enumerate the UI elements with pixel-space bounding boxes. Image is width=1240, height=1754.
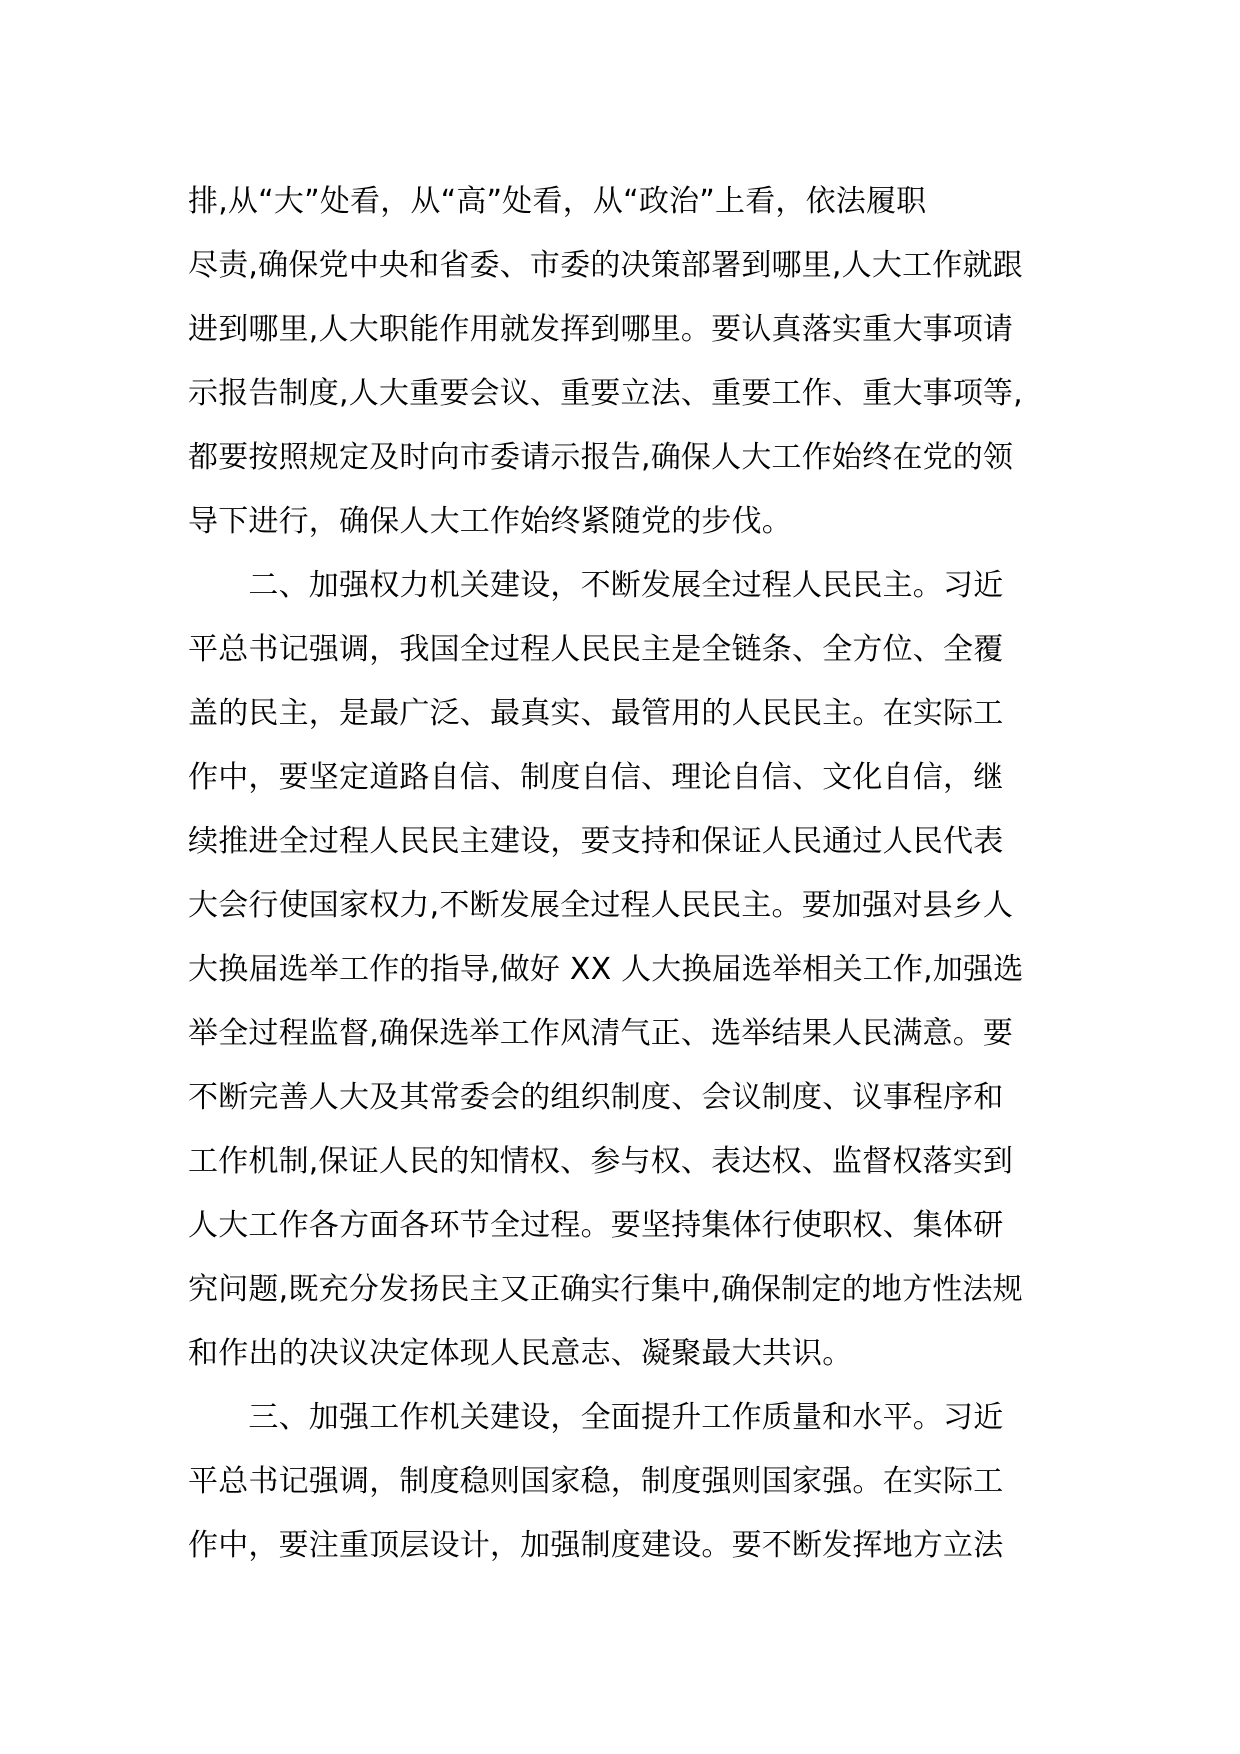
paragraph-heading-line: 三、加强工作机关建设，全面提升工作质量和水平。习近 [188, 1400, 1004, 1435]
text-line: 不断完善人大及其常委会的组织制度、会议制度、议事程序和 [188, 1080, 1004, 1115]
text-line: 都要按照规定及时向市委请示报告,确保人大工作始终在党的领 [188, 440, 1014, 475]
text-line: 示报告制度,人大重要会议、重要立法、重要工作、重大事项等, [188, 376, 1023, 411]
text-line: 作中，要注重顶层设计，加强制度建设。要不断发挥地方立法 [188, 1528, 1004, 1563]
text-line: 和作出的决议决定体现人民意志、凝聚最大共识。 [188, 1336, 853, 1371]
text-line: 究问题,既充分发扬民主又正确实行集中,确保制定的地方性法规 [188, 1272, 1023, 1307]
document-body [188, 170, 1058, 1578]
text-line: 续推进全过程人民民主建设，要支持和保证人民通过人民代表 [188, 824, 1004, 859]
text-line: 尽责,确保党中央和省委、市委的决策部署到哪里,人大工作就跟 [188, 248, 1023, 283]
text-line: 盖的民主，是最广泛、最真实、最管用的人民民主。在实际工 [188, 696, 1004, 731]
text-line: 平总书记强调，制度稳则国家稳，制度强则国家强。在实际工 [188, 1464, 1004, 1499]
text-line: 进到哪里,人大职能作用就发挥到哪里。要认真落实重大事项请 [188, 312, 1014, 347]
paragraph-heading-line: 二、加强权力机关建设，不断发展全过程人民民主。习近 [188, 568, 1004, 603]
text-line: 举全过程监督,确保选举工作风清气正、选举结果人民满意。要 [188, 1016, 1014, 1051]
text-line: 大会行使国家权力,不断发展全过程人民民主。要加强对县乡人 [188, 888, 1014, 923]
text-line: 排,从“大”处看，从“高”处看，从“政治”上看，依法履职 [188, 184, 927, 219]
text-line: 人大工作各方面各环节全过程。要坚持集体行使职权、集体研 [188, 1208, 1004, 1243]
text-line: 导下进行，确保人大工作始终紧随党的步伐。 [188, 504, 792, 539]
text-line: 平总书记强调，我国全过程人民民主是全链条、全方位、全覆 [188, 632, 1004, 667]
text-line: 工作机制,保证人民的知情权、参与权、表达权、监督权落实到 [188, 1144, 1014, 1179]
text-line: 作中，要坚定道路自信、制度自信、理论自信、文化自信，继 [188, 760, 1004, 795]
text-line: 大换届选举工作的指导,做好 XX 人大换届选举相关工作,加强选 [188, 952, 1024, 987]
